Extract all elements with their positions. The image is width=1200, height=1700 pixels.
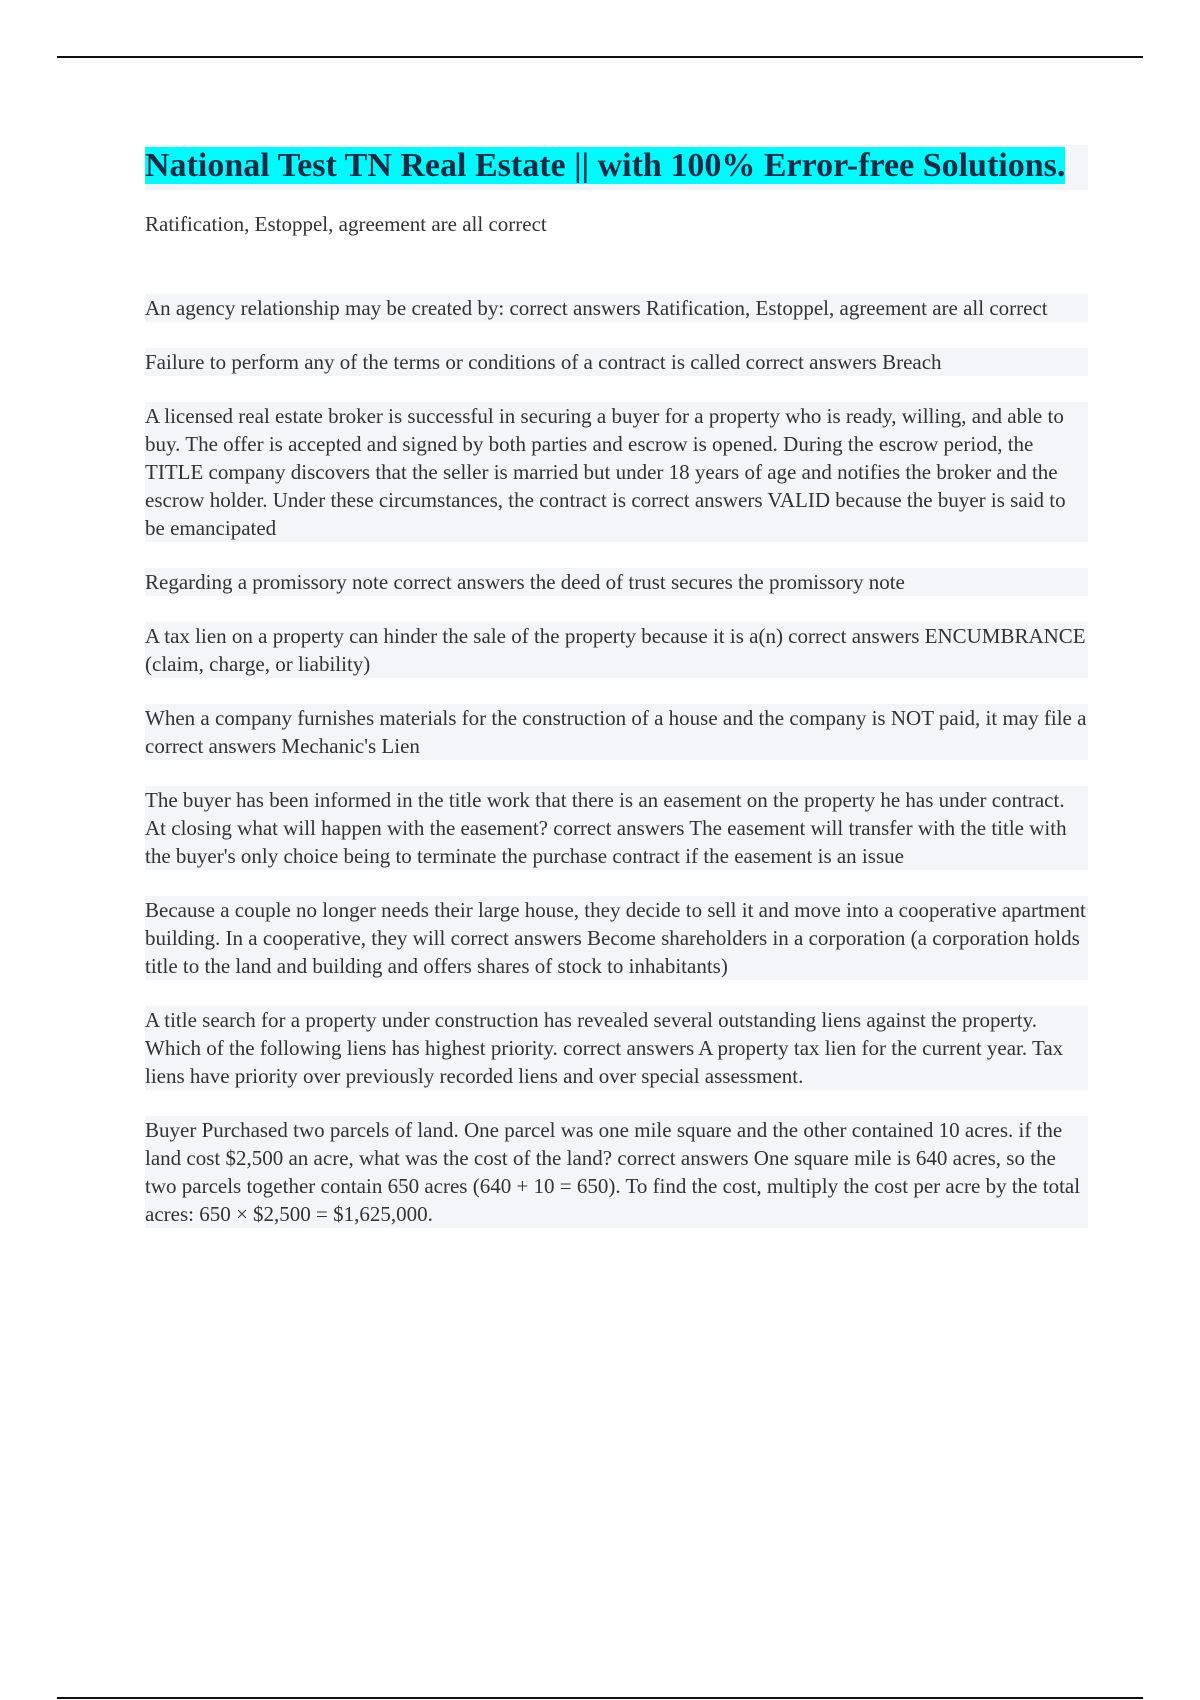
bottom-rule	[57, 1697, 1143, 1699]
document-body	[145, 145, 1088, 1254]
top-rule	[57, 56, 1143, 58]
qa-item: A licensed real estate broker is successful in securing a buyer for a property who is ready, willing, and able to buy. The offer is accepted and signed by both parties and escrow is opened. During the escrow period, the TITLE company discovers that the seller is married but under 18 years of age and notifies the broker and the escrow holder. Under these circumstances, the contract is correct answers VALID because the buyer is said to be emancipated	[145, 402, 1088, 542]
qa-item: Buyer Purchased two parcels of land. One parcel was one mile square and the other contained 10 acres. if the land cost $2,500 an acre, what was the cost of the land? correct answers One square mile is 640 acres, so the two parcels together contain 650 acres (640 + 10 = 650). To find the cost, multiply the cost per acre by the total acres: 650 × $2,500 = $1,625,000.	[145, 1116, 1088, 1228]
title-highlight: National Test TN Real Estate || with 100% Error-free Solutions.	[145, 147, 1066, 184]
qa-item: Because a couple no longer needs their large house, they decide to sell it and move into a cooperative apartment building. In a cooperative, they will correct answers Become shareholders in a corporation (a corporation holds title to the land and building and offers shares of stock to inhabitants)	[145, 896, 1088, 980]
qa-item: A tax lien on a property can hinder the sale of the property because it is a(n) correct answers ENCUMBRANCE (claim, charge, or liability)	[145, 622, 1088, 678]
qa-item: Failure to perform any of the terms or conditions of a contract is called correct answers Breach	[145, 348, 1088, 376]
qa-item: A title search for a property under construction has revealed several outstanding liens against the property. Which of the following liens has highest priority. correct answers A property tax lien for the current year. Tax liens have priority over previously recorded liens and over special assessment.	[145, 1006, 1088, 1090]
intro-text: Ratification, Estoppel, agreement are all correct	[145, 212, 547, 236]
qa-item: An agency relationship may be created by: correct answers Ratification, Estoppel, agreement are all correct	[145, 294, 1088, 322]
qa-item: Regarding a promissory note correct answers the deed of trust secures the promissory note	[145, 568, 1088, 596]
qa-item: When a company furnishes materials for the construction of a house and the company is NOT paid, it may file a correct answers Mechanic's Lien	[145, 706, 1087, 758]
qa-item: The buyer has been informed in the title work that there is an easement on the property he has under contract. At closing what will happen with the easement? correct answers The easement will transfer with the title with the buyer's only choice being to terminate the purchase contract if the easement is an issue	[145, 786, 1088, 870]
document-title	[145, 145, 1088, 187]
title-block	[145, 145, 1088, 190]
